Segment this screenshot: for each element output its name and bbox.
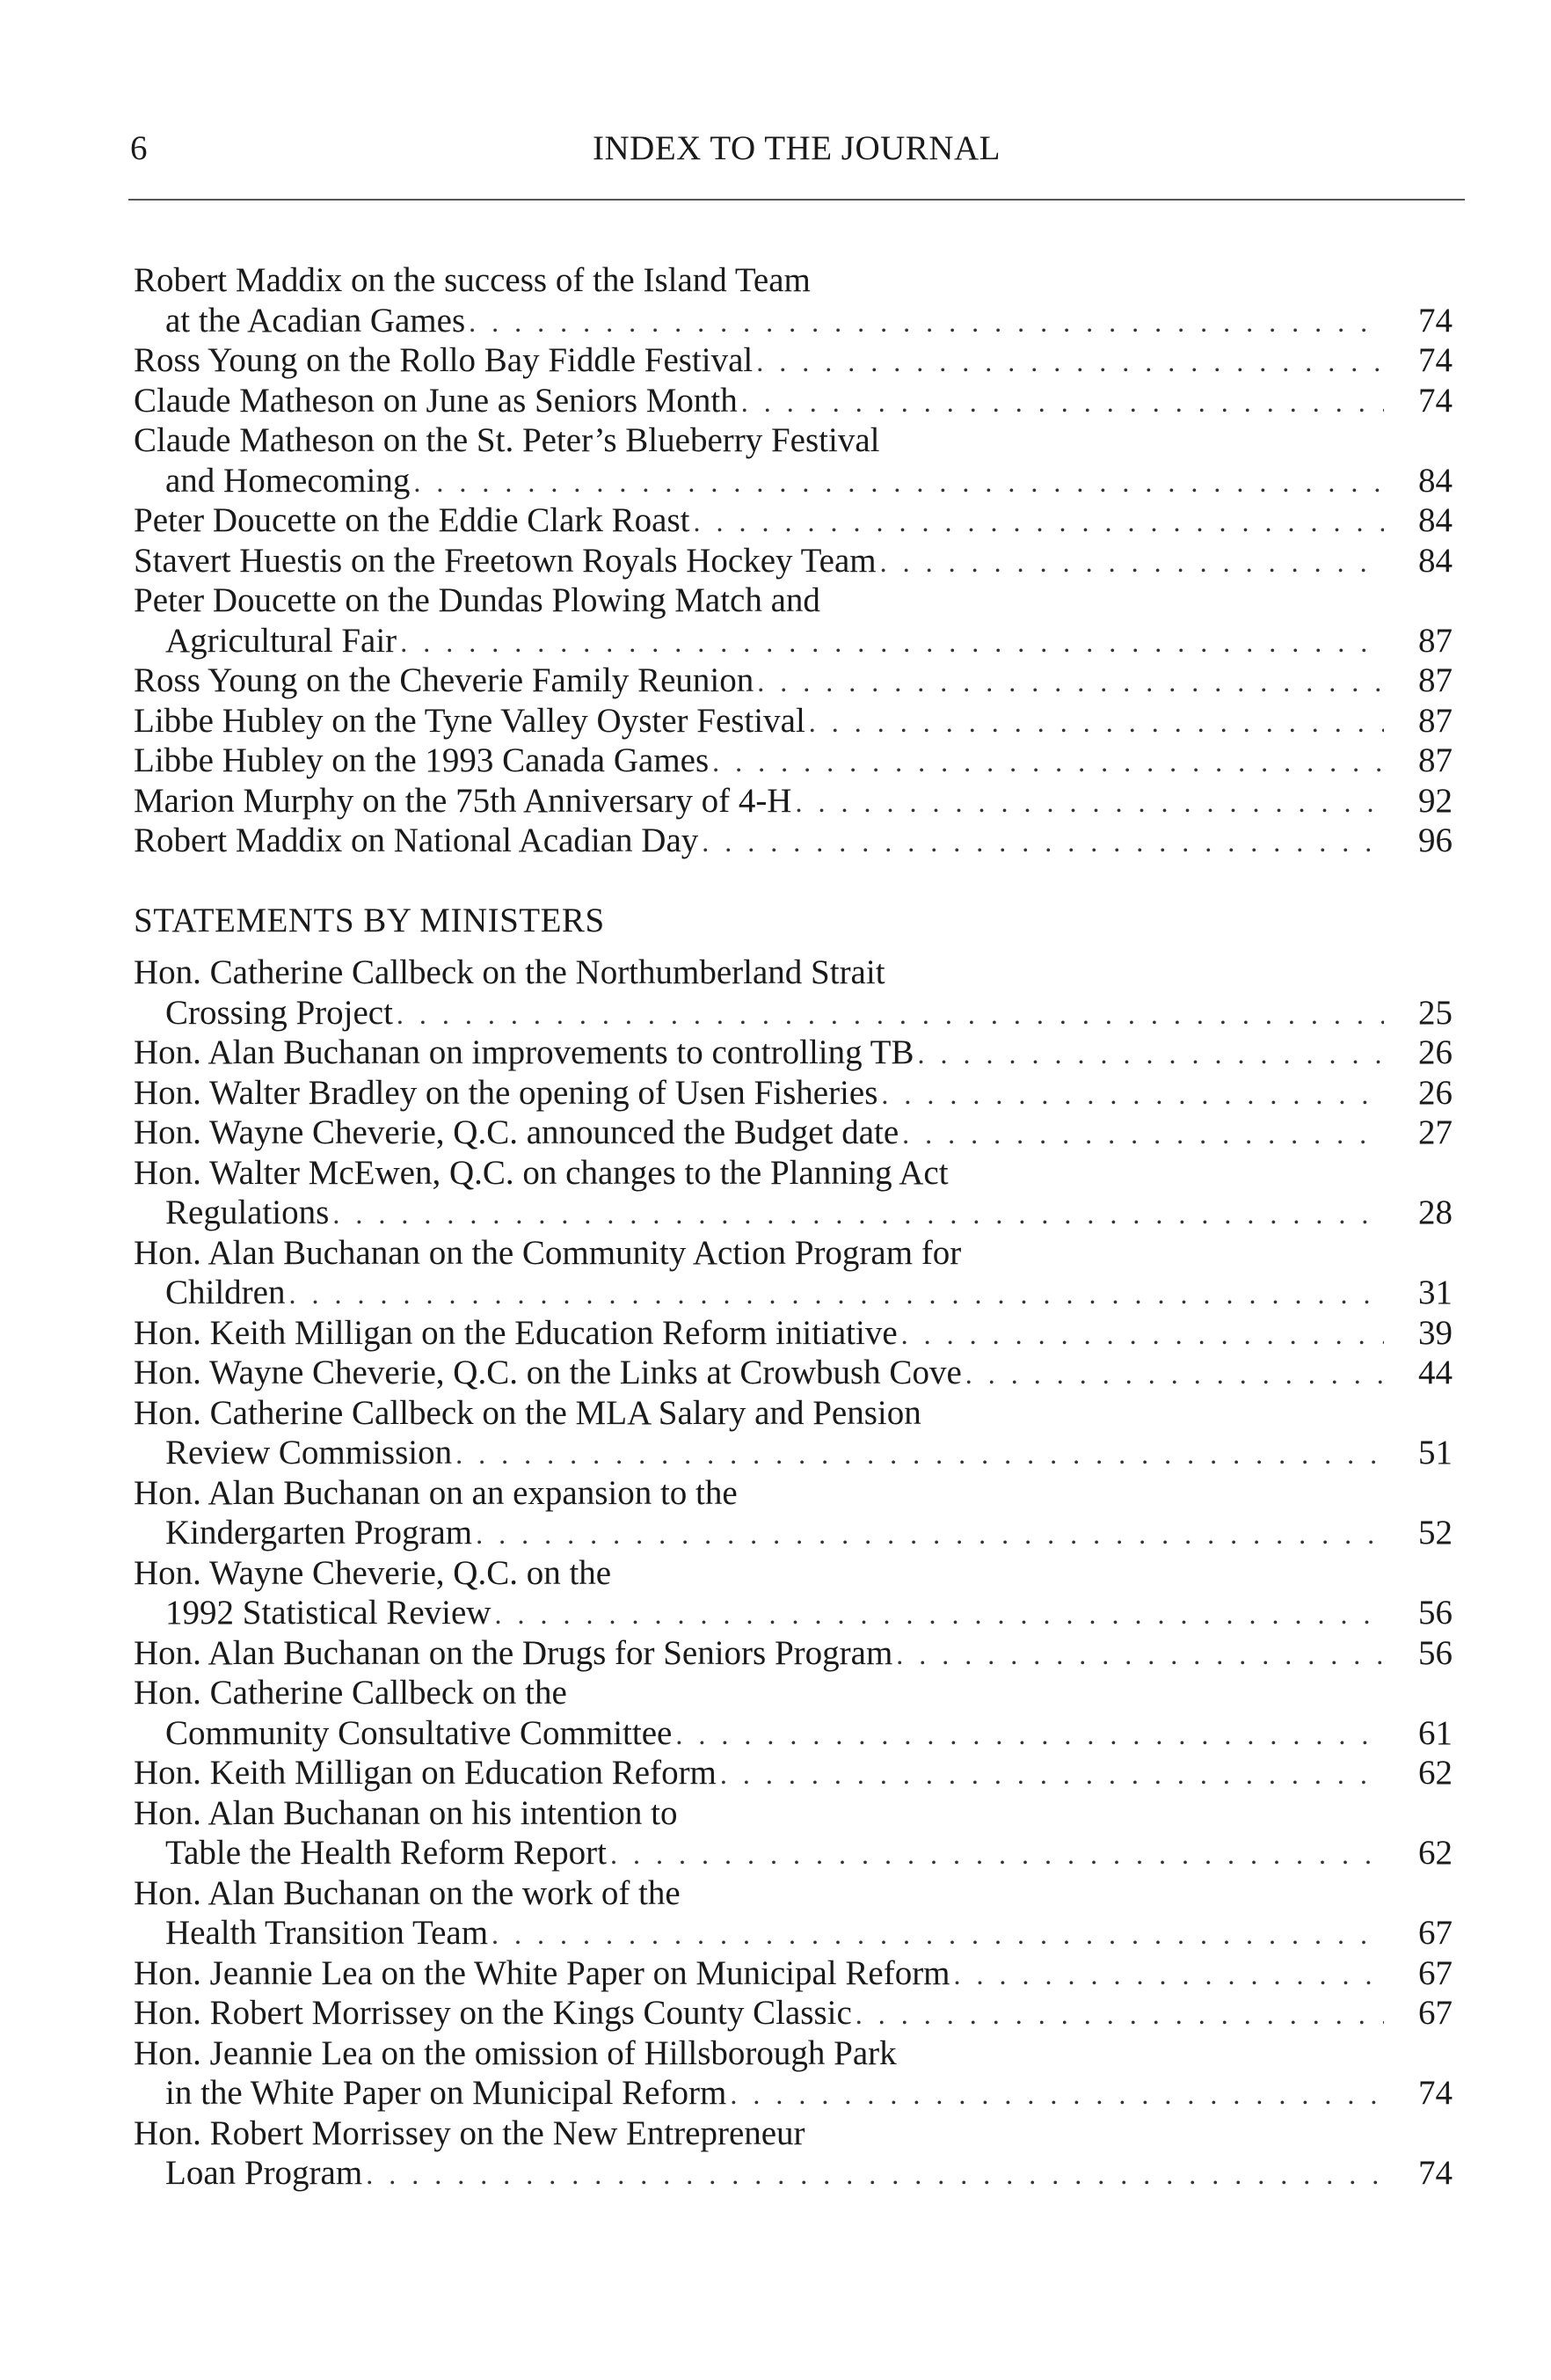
- page-reference: 67: [1418, 1953, 1453, 1992]
- index-entry-line: [134, 500, 1453, 541]
- entry-text: Hon. Keith Milligan on Education Reform: [134, 1754, 717, 1792]
- index-entry: [134, 701, 1453, 741]
- index-entry-line: [134, 1113, 1453, 1153]
- index-entry-line: [134, 1153, 1453, 1194]
- index-entry: [134, 500, 1453, 541]
- index-entry: [134, 781, 1453, 821]
- index-entry-line: [134, 1553, 1453, 1594]
- dot-leader: [469, 303, 1384, 343]
- index-entry-line: [134, 1233, 1453, 1274]
- entry-text: in the White Paper on Municipal Reform: [165, 2074, 727, 2112]
- dot-leader: [757, 662, 1384, 703]
- header-rule: [128, 199, 1465, 201]
- dot-leader: [332, 1194, 1384, 1235]
- index-entry: [134, 1073, 1453, 1113]
- page-reference: 96: [1418, 821, 1453, 859]
- page-reference: 84: [1418, 541, 1453, 580]
- entry-text: Claude Matheson on June as Seniors Month: [134, 381, 738, 420]
- dot-leader: [965, 1354, 1384, 1395]
- index-entry: [134, 2114, 1453, 2194]
- index-entry-line: [134, 1073, 1453, 1113]
- entry-text: Hon. Alan Buchanan on an expansion to the: [134, 1473, 738, 1512]
- index-entry-line: [134, 1753, 1453, 1793]
- index-entry: [134, 953, 1453, 1033]
- index-entry-line: [134, 1313, 1453, 1354]
- index-entry-line: [134, 541, 1453, 581]
- entry-text: Crossing Project: [165, 993, 393, 1032]
- entry-text: Peter Doucette on the Dundas Plowing Match and: [134, 581, 820, 619]
- dot-leader: [896, 1635, 1384, 1675]
- dot-leader: [366, 2155, 1384, 2195]
- index-entry-line: [134, 1953, 1453, 1994]
- dot-leader: [476, 1515, 1384, 1555]
- index-entry: [134, 580, 1453, 661]
- page-reference: 61: [1418, 1713, 1453, 1752]
- index-entry: [134, 1873, 1453, 1953]
- index-entry-line: [134, 461, 1453, 501]
- index-entry: [134, 340, 1453, 381]
- ministers-statements-list: [134, 953, 1453, 2194]
- index-entry-line: [134, 260, 1453, 301]
- page-reference: 67: [1418, 1994, 1453, 2032]
- index-entry: [134, 1393, 1453, 1473]
- entry-text: Hon. Wayne Cheverie, Q.C. on the Links at Crowbush Cove: [134, 1354, 962, 1391]
- index-entry-line: [134, 1913, 1453, 1953]
- dot-leader: [675, 1715, 1384, 1756]
- index-entry-line: [134, 580, 1453, 621]
- page-reference: 56: [1418, 1633, 1453, 1672]
- entry-text: at the Acadian Games: [165, 301, 466, 339]
- page-reference: 26: [1418, 1073, 1453, 1112]
- page-reference: 56: [1418, 1594, 1453, 1632]
- entry-text: Hon. Alan Buchanan on the Community Action Program for: [134, 1233, 962, 1272]
- dot-leader: [741, 383, 1384, 423]
- entry-text: Libbe Hubley on the 1993 Canada Games: [134, 741, 710, 779]
- dot-leader: [702, 822, 1384, 863]
- dot-leader: [400, 623, 1384, 663]
- running-title: INDEX TO THE JOURNAL: [593, 129, 1001, 167]
- entry-text: Loan Program: [165, 2154, 363, 2192]
- dot-leader: [694, 502, 1385, 543]
- index-entry-line: [134, 2114, 1453, 2154]
- dot-leader: [809, 703, 1384, 743]
- page-reference: 87: [1418, 621, 1453, 660]
- index-entry: [134, 2033, 1453, 2114]
- entry-text: Kindergarten Program: [165, 1514, 473, 1551]
- index-entry: [134, 1553, 1453, 1633]
- entry-text: Ross Young on the Cheverie Family Reunion: [134, 661, 754, 699]
- index-entry-line: [134, 1633, 1453, 1674]
- index-entry-line: [134, 1433, 1453, 1473]
- index-content: [134, 260, 1453, 2194]
- index-entry-line: [134, 701, 1453, 741]
- page-reference: 87: [1418, 701, 1453, 740]
- dot-leader: [492, 1915, 1384, 1955]
- page-reference: 74: [1418, 2154, 1453, 2192]
- page-reference: 62: [1418, 1834, 1453, 1872]
- index-entry: [134, 381, 1453, 421]
- page-reference: 62: [1418, 1754, 1453, 1792]
- page-reference: 51: [1418, 1434, 1453, 1471]
- entry-text: Children: [165, 1274, 286, 1311]
- entry-text: Hon. Catherine Callbeck on the Northumberland Strait: [134, 953, 885, 991]
- entry-text: Health Transition Team: [165, 1914, 489, 1952]
- index-entry-line: [134, 1353, 1453, 1393]
- index-entry-line: [134, 420, 1453, 461]
- index-entry-line: [134, 1513, 1453, 1553]
- dot-leader: [880, 543, 1384, 583]
- page-reference: 26: [1418, 1033, 1453, 1071]
- entry-text: Robert Maddix on National Acadian Day: [134, 821, 699, 859]
- index-entry-line: [134, 381, 1453, 421]
- index-entry-line: [134, 2073, 1453, 2114]
- page-reference: 28: [1418, 1194, 1453, 1231]
- dot-leader: [720, 1755, 1384, 1795]
- index-entry: [134, 541, 1453, 581]
- entry-text: Hon. Alan Buchanan on his intention to: [134, 1793, 678, 1832]
- index-entry-line: [134, 621, 1453, 661]
- dot-leader: [856, 1995, 1384, 2035]
- entry-text: Ross Young on the Rollo Bay Fiddle Festival: [134, 341, 754, 379]
- dot-leader: [954, 1955, 1384, 1996]
- index-entry-line: [134, 301, 1453, 341]
- dot-leader: [756, 342, 1384, 383]
- page-reference: 25: [1418, 993, 1453, 1032]
- entry-text: Claude Matheson on the St. Peter’s Blueberry Festival: [134, 421, 880, 459]
- entry-text: Hon. Alan Buchanan on improvements to controlling TB: [134, 1033, 914, 1071]
- index-entry: [134, 741, 1453, 781]
- index-entry-line: [134, 1833, 1453, 1873]
- index-entry: [134, 1353, 1453, 1393]
- index-entry: [134, 1753, 1453, 1793]
- index-entry: [134, 1113, 1453, 1153]
- index-entry-line: [134, 340, 1453, 381]
- page-reference: 87: [1418, 741, 1453, 779]
- page-reference: 87: [1418, 661, 1453, 699]
- dot-leader: [712, 742, 1384, 783]
- entry-text: Hon. Jeannie Lea on the White Paper on Municipal Reform: [134, 1953, 950, 1992]
- index-entry: [134, 260, 1453, 340]
- dot-leader: [901, 1315, 1384, 1355]
- page-reference: 44: [1418, 1354, 1453, 1391]
- entry-text: Libbe Hubley on the Tyne Valley Oyster Festival: [134, 701, 805, 740]
- page-reference: 92: [1418, 781, 1453, 820]
- entry-text: Hon. Wayne Cheverie, Q.C. announced the Budget date: [134, 1113, 899, 1151]
- page-reference: 74: [1418, 301, 1453, 339]
- index-entry: [134, 1033, 1453, 1073]
- page-reference: 84: [1418, 461, 1453, 500]
- dot-leader: [918, 1034, 1385, 1075]
- index-entry: [134, 1153, 1453, 1233]
- dot-leader: [881, 1075, 1384, 1115]
- index-entry-line: [134, 661, 1453, 701]
- index-entry-line: [134, 1673, 1453, 1713]
- index-entry: [134, 1473, 1453, 1553]
- entry-text: Hon. Robert Morrissey on the Kings County Classic: [134, 1994, 852, 2032]
- index-entry: [134, 821, 1453, 861]
- continued-entries-list: [134, 260, 1453, 861]
- page-header: [128, 123, 1465, 176]
- index-entry-line: [134, 781, 1453, 821]
- index-entry-line: [134, 1793, 1453, 1834]
- entry-text: Agricultural Fair: [165, 621, 397, 660]
- page-reference: 74: [1418, 2074, 1453, 2112]
- index-entry-line: [134, 953, 1453, 993]
- index-entry-line: [134, 821, 1453, 861]
- index-entry: [134, 1993, 1453, 2033]
- index-entry-line: [134, 2153, 1453, 2194]
- index-entry-line: [134, 993, 1453, 1033]
- entry-text: Hon. Jeannie Lea on the omission of Hillsborough Park: [134, 2033, 897, 2072]
- index-entry: [134, 1313, 1453, 1354]
- entry-text: Hon. Wayne Cheverie, Q.C. on the: [134, 1553, 612, 1592]
- entry-text: Hon. Keith Milligan on the Education Reform initiative: [134, 1313, 898, 1352]
- index-entry-line: [134, 1033, 1453, 1073]
- index-entry-line: [134, 741, 1453, 781]
- index-entry: [134, 1233, 1453, 1313]
- entry-text: Hon. Alan Buchanan on the work of the: [134, 1873, 681, 1912]
- index-entry-line: [134, 1193, 1453, 1233]
- entry-text: 1992 Statistical Review: [165, 1594, 492, 1632]
- entry-text: Review Commission: [165, 1434, 453, 1471]
- index-entry: [134, 420, 1453, 500]
- entry-text: Table the Health Reform Report: [165, 1834, 607, 1872]
- index-entry: [134, 661, 1453, 701]
- index-entry: [134, 1633, 1453, 1674]
- index-entry-line: [134, 1873, 1453, 1914]
- page-reference: 52: [1418, 1514, 1453, 1551]
- page-reference: 74: [1418, 341, 1453, 379]
- page-reference: 27: [1418, 1113, 1453, 1151]
- page-reference: 31: [1418, 1274, 1453, 1311]
- dot-leader: [610, 1835, 1384, 1875]
- dot-leader: [730, 2075, 1384, 2115]
- dot-leader: [494, 1595, 1384, 1635]
- index-entry-line: [134, 1713, 1453, 1754]
- dot-leader: [413, 463, 1384, 503]
- index-entry-line: [134, 1393, 1453, 1434]
- page-reference: 67: [1418, 1914, 1453, 1952]
- entry-text: Hon. Alan Buchanan on the Drugs for Seniors Program: [134, 1633, 893, 1672]
- index-entry-line: [134, 1993, 1453, 2033]
- entry-text: Stavert Huestis on the Freetown Royals Hockey Team: [134, 541, 877, 580]
- entry-text: Hon. Catherine Callbeck on the: [134, 1674, 567, 1712]
- page-number: 6: [130, 129, 148, 167]
- page-reference: 84: [1418, 501, 1453, 539]
- dot-leader: [397, 995, 1384, 1035]
- index-entry-line: [134, 1273, 1453, 1313]
- entry-text: Robert Maddix on the success of the Island Team: [134, 261, 811, 299]
- entry-text: Hon. Robert Morrissey on the New Entrepreneur: [134, 2114, 805, 2152]
- index-entry-line: [134, 2033, 1453, 2074]
- entry-text: and Homecoming: [165, 461, 411, 500]
- dot-leader: [795, 783, 1384, 823]
- dot-leader: [288, 1274, 1384, 1315]
- dot-leader: [902, 1114, 1384, 1155]
- entry-text: Peter Doucette on the Eddie Clark Roast: [134, 501, 690, 539]
- entry-text: Community Consultative Committee: [165, 1713, 673, 1752]
- entry-text: Hon. Walter Bradley on the opening of Usen Fisheries: [134, 1073, 878, 1112]
- entry-text: Hon. Catherine Callbeck on the MLA Salary and Pension: [134, 1393, 921, 1432]
- section-heading: STATEMENTS BY MINISTERS: [134, 901, 605, 939]
- index-entry: [134, 1953, 1453, 1994]
- page-reference: 39: [1418, 1313, 1453, 1352]
- index-entry-line: [134, 1593, 1453, 1633]
- index-entry: [134, 1673, 1453, 1753]
- entry-text: Marion Murphy on the 75th Anniversary of 4-H: [134, 781, 792, 820]
- page-reference: 74: [1418, 381, 1453, 420]
- dot-leader: [455, 1435, 1384, 1475]
- entry-text: Hon. Walter McEwen, Q.C. on changes to the Planning Act: [134, 1153, 949, 1192]
- entry-text: Regulations: [165, 1194, 330, 1231]
- index-entry-line: [134, 1473, 1453, 1514]
- index-entry: [134, 1793, 1453, 1873]
